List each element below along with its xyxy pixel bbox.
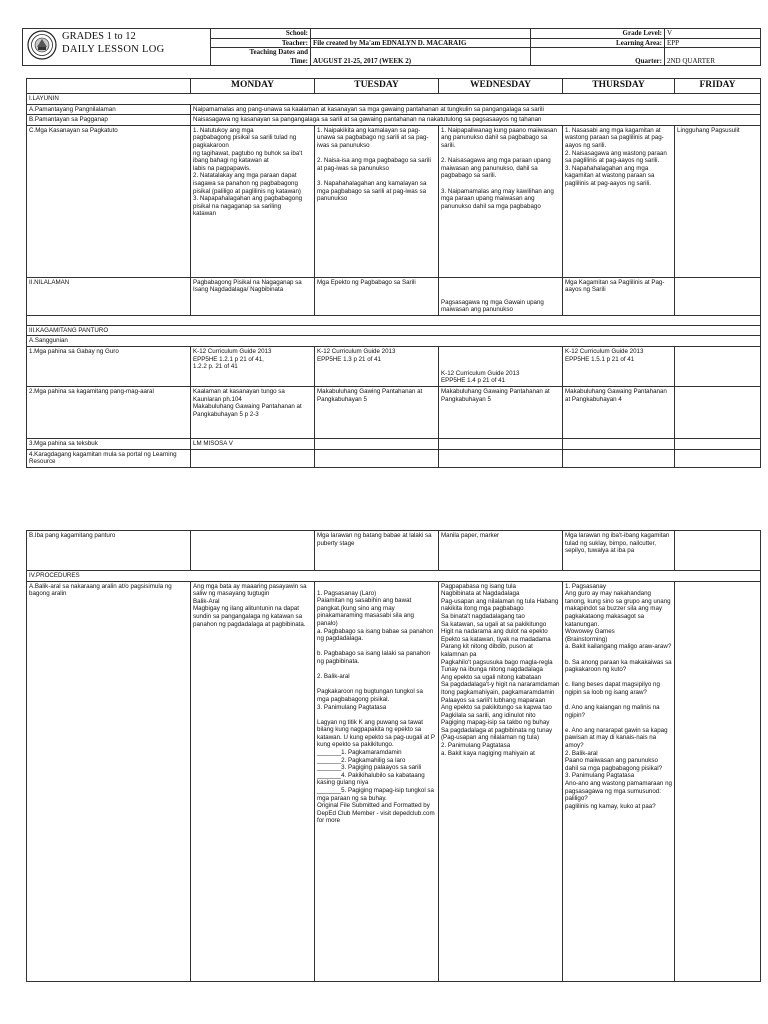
balik-aral-monday: Ang mga bata ay maaaring pasayawin sa saliw ng masayang tugtugin Balik-Aral Magbigay ng ilang alituntunin na dapat sundin sa pangangalaga ng katawan sa panahon ng pagdadalaga at pagbibinata.: [191, 581, 315, 981]
mag-aaral-thursday: Makabuluhang Gawaing Pantahanan at Pangkabuhayan 4: [563, 386, 675, 438]
school-label: School:: [211, 29, 311, 39]
quarter-label: Quarter:: [531, 48, 665, 66]
row-label-balik-aral: A.Balik-aral sa nakaraang aralin at/o pagsisimula ng bagong aralin: [27, 581, 191, 981]
row-label-iba-pang-kagamitan: B.Iba pang kagamitang panturo: [27, 531, 191, 571]
gabay-friday: [675, 346, 761, 386]
nilalaman-monday: Pagbabagong Pisikal na Nagaganap sa Isang Nagdadalaga/ Nagbibinata: [191, 277, 315, 315]
blank-row: [27, 315, 761, 325]
nilalaman-tuesday: Mga Epekto ng Pagbabago sa Sarili: [315, 277, 439, 315]
title-block: [23, 29, 211, 66]
row-label-mag-aaral: 2.Mga pahina sa kagamitang pang-mag-aaral: [27, 386, 191, 438]
balik-aral-tuesday: 1. Pagsasanay (Laro) Paiamitan ng sasabihin ang bawat pangkat.(kung sino ang may pinakamaraming masasabi sila ang panalo) a. Pagbabago sa isang babae sa panahon ng pagdadalaga. b. Pagbabago sa isang lalaki sa panahon ng pagbibinata. 2. Balik-aral Pagkakaroon ng bugtungan tungkol sa mga pagbabagong pisikal. 3. Panimulang Pagtatasa Lagyan ng titik K ang puwang sa tawat bilang kung nagpapakita ng epekto sa katawan. U kung epekto sa pag-uugali at P kung epekto sa pakikitungo. _______1. Pagkamaramdamin _______2. Pagkamahilig sa laro _______3. Pagiging palaayos sa sarili _______4. Pakikihalubilo sa kabataang kasing gulang niya _______5. Pagiging mapag-isip tungkol sa mga paraan ng sa buhay. Original File Submitted and Formatted by DepEd Club Member - visit depedclub.com for more: [315, 581, 439, 981]
gabay-monday: K-12 Curriculum Guide 2013 EPP5HE 1.2.1 p 21 of 41, 1.2.2 p. 21 of 41: [191, 346, 315, 386]
karagdagang-tuesday: [315, 449, 439, 467]
row-label-pamantayang-pangnilalaman: A.Pamantayang Pangnilalaman: [27, 104, 191, 115]
grade-level-label: Grade Level:: [531, 29, 665, 39]
section-sanggunian: A.Sanggunian: [27, 336, 761, 347]
section-kagamitang-panturo: III.KAGAMITANG PANTURO: [27, 325, 761, 336]
section-layunin: I.LAYUNIN: [27, 94, 761, 105]
balik-aral-thursday: 1. Pagsasanay Ang guro ay may nakahandang tanong, kung sino sa grupo ang unang makapindot sa buzzer sila ang may pagkakataong makasagot sa katanungan. Wowowey Games (Brainstorming) a. Bakit kailangang maligo araw-araw? b. Sa anong paraan ka makakaiwas sa pagkakaroon ng kuto? c. Ilang beses dapat magsipilyo ng ngipin sa loob ng isang araw? d. Ano ang kaiangan ng malinis na ngipin? e. Ano ang nararapat gawin sa kapag pawisan at may di kanais-nais na amoy? 2. Balik-aral Paano maiiwasan ang panunukso dahil sa mga pagbabagong pisikal? 3. Panimulang Pagtatasa Ano-ano ang wastong pamamaraan ng pagsasagawa ng mga sumusunod: paliligo? paglilinis ng kamay, kuko at paa?: [563, 581, 675, 981]
row-label-karagdagang-kagamitan: 4.Karagdagang kagamitan mula sa portal ng Learning Resource: [27, 449, 191, 467]
pamantayan-pagganap-text: Naisasagawa ng kasanayan sa pangangalaga sa sarili at sa gawaing pantahanan na nakatutulong sa pagsasaayos ng tahanan: [191, 115, 761, 126]
day-header-monday: MONDAY: [191, 79, 315, 94]
teaching-dates-label-line1: Teaching Dates and: [249, 48, 308, 56]
iba-pang-tuesday: Mga larawan ng batang babae at lalaki sa puberty stage: [315, 531, 439, 571]
grade-level-value: V: [665, 29, 761, 39]
mag-aaral-wednesday: Makabuluhang Gawaing Pantahanan at Pangkabuhayan 5: [439, 386, 563, 438]
iba-pang-friday: [675, 531, 761, 571]
teksbuk-tuesday: [315, 438, 439, 449]
teksbuk-wednesday: [439, 438, 563, 449]
day-header-tuesday: TUESDAY: [315, 79, 439, 94]
kasanayan-friday: Lingguhang Pagsusulit: [675, 125, 761, 277]
teksbuk-monday: LM MISOSA V: [191, 438, 315, 449]
balik-aral-wednesday: Pagpapabasa ng isang tula Nagbibinata at Nagdadalaga Pag-usapan ang nilalaman ng tula Habang nakikita itong mga pagbabago Sa binata't nagdadalagang tao Sa katawan, sa ugali at sa pakikitungo Higit na nadarama ang dulot na epekto Epekto sa katawan, tiyak na madadama Parang kit nitong dibdib, puson at kalamnan pa Pagkahilo't pagsusuka bago magla-regla Tunay na ibunga nitong nagdadalaga Ang epekto sa ugali nitong kabataan Sa pagdadalaga't-y higit na nararamdaman Itong pagkamahiyain, pagkamaramdamin Palaayos sa sarili't lubhang maparaan Ang epekto sa pakikitungo sa kapwa tao Pagkilala sa sarili, ang idinulot nito Pagiging mapag-isip sa takbo ng buhay Sa pagdadalaga at pagbibinata ng tunay (Pag-usapan ang nilalaman ng tula) 2. Panimulang Pagtatasa a. Bakit kaya nagiging mahiyain at: [439, 581, 563, 981]
teacher-label: Teacher:: [211, 38, 311, 48]
header-table: [22, 28, 761, 66]
mag-aaral-friday: [675, 386, 761, 438]
blank-header-cell: [27, 79, 191, 94]
lesson-table-part2: [26, 530, 761, 982]
teksbuk-thursday: [563, 438, 675, 449]
school-value: [311, 29, 531, 39]
form-title-log: DAILY LESSON LOG: [62, 44, 165, 55]
teaching-dates-label: [211, 48, 311, 66]
nilalaman-friday: [675, 277, 761, 315]
quarter-value: 2ND QUARTER: [665, 48, 761, 66]
kasanayan-monday: 1. Natutukoy ang mga pagbabagong pisikal sa sarili tulad ng pagkakaroon ng tagihawat, pagtubo ng buhok sa iba't ibang bahagi ng katawan at labis na pagpapawis. 2. Natatalakay ang mga paraan dapat isagawa sa panahon ng pagbabagong pisikal (paliligo at paglilinis ng katawan) 3. Napapahalagahan ang pagbabagong pisikal na nagaganap sa sariling katawan: [191, 125, 315, 277]
row-label-gabay-guro: 1.Mga pahina sa Gabay ng Guro: [27, 346, 191, 386]
kasanayan-tuesday: 1. Naipakikita ang kamalayan sa pag-unawa sa pagbabago ng sarili at sa pag-iwas sa panunukso 2. Naisa-isa ang mga pagbabago sa sarili at pag-iwas sa panunukso 3. Napahahalagahan ang kamalayan sa mga pagbabago sa sarili at pag-iwas sa panunukso: [315, 125, 439, 277]
nilalaman-wednesday: Pagsasagawa ng mga Gawain upang maiwasan ang panunukso: [439, 277, 563, 315]
day-header-thursday: THURSDAY: [563, 79, 675, 94]
iba-pang-wednesday: Manila paper, marker: [439, 531, 563, 571]
karagdagang-thursday: [563, 449, 675, 467]
kasanayan-thursday: 1. Nasasabi ang mga kagamitan at wastong paraan sa paglilinis at pag-aayos ng sarili. 2. Naisasagawa ang wastong paraan sa paglilinis at pag-aayos ng sarili. 3. Napahahalagahan ang mga kagamitan at wastong paraan sa paglilinis at pag-aayos ng sarili.: [563, 125, 675, 277]
pamantayang-pangnilalaman-text: Naipamamalas ang pang-unawa sa kaalaman at kasanayan sa mga gawaing pantahanan at tungkulin sa pangangalaga sa sarili: [191, 104, 761, 115]
kasanayan-wednesday: 1. Naipapaliwanag kung paano maiiwasan ang panunukso dahil sa pagbabago sa sarili. 2. Naisasagawa ang mga paraan upang maiwasan ang panunukso, dahil sa pagbabago sa sarili. 3. Naipamamalas ang may kawilihan ang mga paraan upang maiwasan ang panunukso dahil sa mga pagbabago: [439, 125, 563, 277]
mag-aaral-tuesday: Makabuluhang Gawing Pantahanan at Pangkabuhayan 5: [315, 386, 439, 438]
gabay-wednesday: K-12 Curriculum Guide 2013 EPP5HE 1.4 p 21 of 41: [439, 346, 563, 386]
gabay-thursday: K-12 Curriculum Guide 2013 EPP5HE 1.5.1 p 21 of 41: [563, 346, 675, 386]
deped-seal-icon: [27, 30, 57, 60]
section-procedures: IV.PROCEDURES: [27, 571, 761, 582]
karagdagang-monday: [191, 449, 315, 467]
teacher-value: File created by Ma'am EDNALYN D. MACARAIG: [311, 38, 531, 48]
iba-pang-monday: [191, 531, 315, 571]
row-label-pamantayan-pagganap: B.Pamantayan sa Pagganap: [27, 115, 191, 126]
row-label-kasanayan: C.Mga Kasanayan sa Pagkatuto: [27, 125, 191, 277]
day-header-friday: FRIDAY: [675, 79, 761, 94]
mag-aaral-monday: Kaalaman at kasanayan tungo sa Kaunlaran ph.104 Makabuluhang Gawaing Pantahanan at Pangkabuhayan 5 p 2-3: [191, 386, 315, 438]
nilalaman-thursday: Mga Kagamitan sa Paglilinis at Pag-aayos ng Sarili: [563, 277, 675, 315]
teaching-dates-value: AUGUST 21-25, 2017 (WEEK 2): [311, 48, 531, 66]
learning-area-label: Learning Area:: [531, 38, 665, 48]
teaching-dates-label-line2: Time:: [290, 56, 308, 65]
learning-area-value: EPP: [665, 38, 761, 48]
karagdagang-friday: [675, 449, 761, 467]
teksbuk-friday: [675, 438, 761, 449]
karagdagang-wednesday: [439, 449, 563, 467]
gabay-tuesday: K-12 Curriculum Guide 2013 EPP5HE 1.3 p 21 of 41: [315, 346, 439, 386]
balik-aral-friday: [675, 581, 761, 981]
day-header-wednesday: WEDNESDAY: [439, 79, 563, 94]
iba-pang-thursday: Mga larawan ng iba't-ibang kagamitan tulad ng suklay, bimpo, nailcutter, sepilyo, tuwalya at iba pa: [563, 531, 675, 571]
lesson-table-part1: [26, 78, 761, 468]
row-label-nilalaman: II.NILALAMAN: [27, 277, 191, 315]
row-label-teksbuk: 3.Mga pahina sa teksbuk: [27, 438, 191, 449]
form-title-grades: GRADES 1 to 12: [62, 31, 136, 42]
